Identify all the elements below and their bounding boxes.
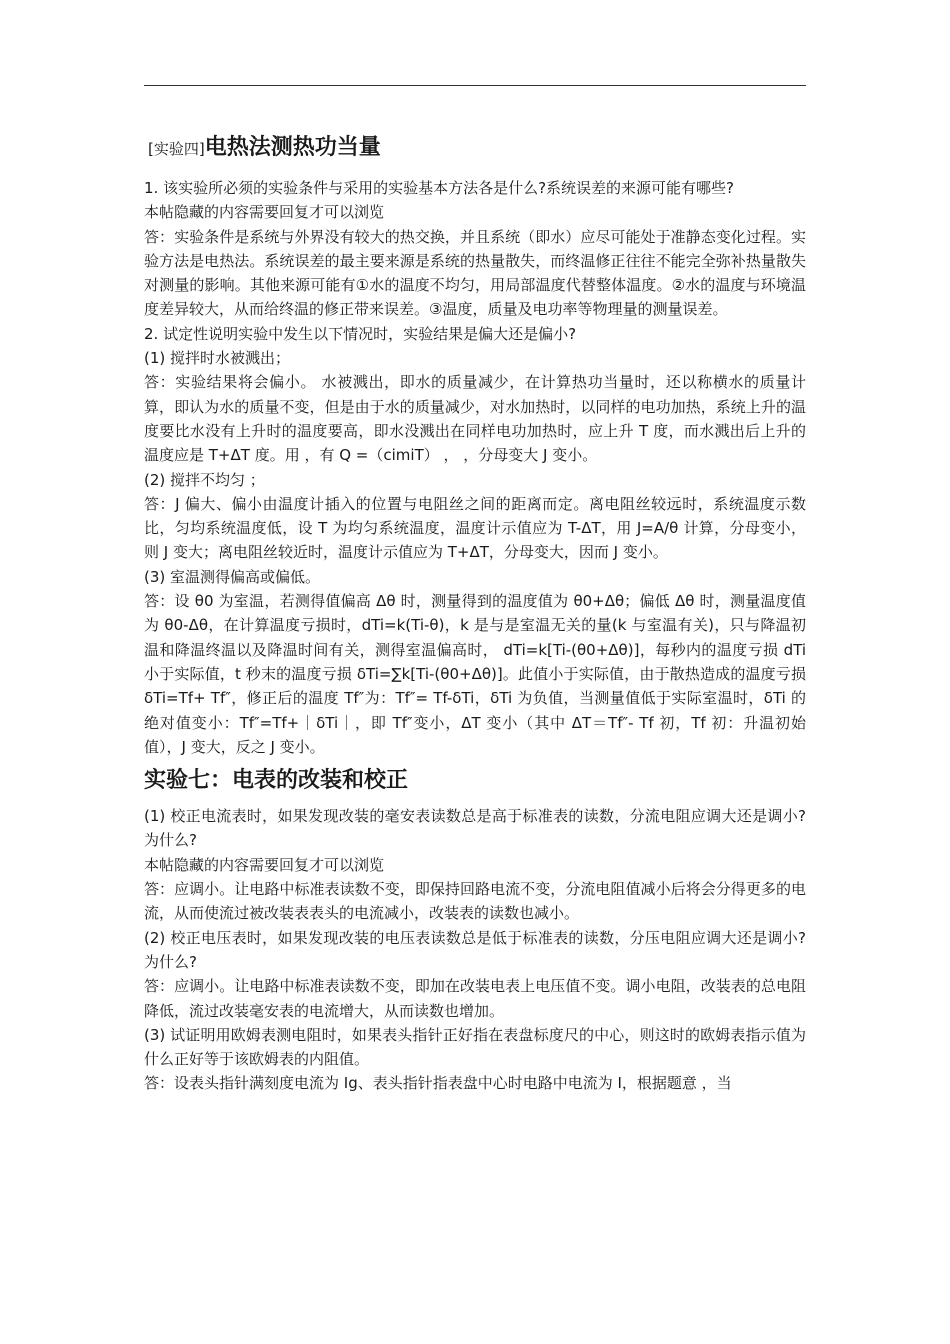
section-4-title: 电热法测热功当量 — [204, 135, 381, 160]
s7-question-1: (1) 校正电流表时，如果发现改装的毫安表读数总是高于标准表的读数，分流电阻应调大还是调小?为什么? — [144, 807, 806, 850]
section-4-heading — [148, 128, 806, 169]
answer-2-3: 答：设 θ0 为室温，若测得值偏高 Δθ 时，测量得到的温度值为 θ0+Δθ；偏低 Δθ 时，测量温度值为 θ0-Δθ，在计算温度亏损时，dTi=k(Ti-θ)，k 是与是室温无关的量(k 与室温有关)，只与降温初温和降温终温以及降温时间有关，测得室温偏高时， dTi=k[Ti-(θ0+Δθ)]，每秒内的温度亏损 dTi 小于实际值，t 秒末的温度亏损 δTi=∑k[Ti-(θ0+Δθ)]。此值小于实际值，由于散热造成的温度亏损 δTi=Tf+ Tf″，修正后的温度 Tf″为：Tf″= Tf-δTi，δTi 为负值，当测量值低于实际室温时，δTi 的绝对值变小：Tf″=Tf+｜δTi｜，即 Tf″变小，ΔT 变小（其中 ΔT＝Tf″- Tf 初，Tf 初：升温初始值），J 变大，反之 J 变小。 — [144, 592, 806, 756]
question-2-2: (2) 搅拌不均匀 ； — [144, 470, 265, 489]
header-rule — [144, 85, 806, 86]
s7-question-2: (2) 校正电压表时，如果发现改装的电压表读数总是低于标准表的读数，分压电阻应调大还是调小?为什么? — [144, 928, 806, 971]
document-body — [144, 128, 806, 1096]
question-1: 1. 该实验所必须的实验条件与采用的实验基本方法各是什么?系统误差的来源可能有哪些? — [144, 179, 735, 197]
section-4-prefix: [实验四] — [148, 140, 205, 158]
answer-1: 答：实验条件是系统与外界没有较大的热交换，并且系统（即水）应尽可能处于准静态变化过程。实验方法是电热法。系统误差的最主要来源是系统的热量散失，而终温修正往往不能完全弥补热量散失对测量的影响。其他来源可能有①水的温度不均匀，用局部温度代替整体温度。②水的温度与环境温度差异较大，从而给终温的修正带来误差。③温度，质量及电功率等物理量的测量误差。 — [144, 227, 806, 319]
s7-answer-2: 答：应调小。让电路中标准表读数不变，即加在改装电表上电压值不变。调小电阻，改装表的总电阻降低，流过改装毫安表的电流增大，从而读数也增加。 — [144, 977, 806, 1020]
section-7-title: 实验七：电表的改装和校正 — [144, 768, 409, 794]
s7-answer-1: 答：应调小。让电路中标准表读数不变，即保持回路电流不变，分流电阻值减小后将会分得更多的电流，从而使流过被改装表表头的电流减小，改装表的读数也减小。 — [144, 880, 806, 923]
s7-question-3: (3) 试证明用欧姆表测电阻时，如果表头指针正好指在表盘标度尺的中心，则这时的欧姆表指示值为什么正好等于该欧姆表的内阻值。 — [144, 1025, 806, 1069]
question-2-1: (1) 搅拌时水被溅出； — [144, 349, 291, 368]
question-2-3: (3) 室温测得偏高或偏低。 — [144, 567, 321, 586]
hidden-content-notice: 本帖隐藏的内容需要回复才可以浏览 — [144, 855, 385, 874]
answer-2-1: 答：实验结果将会偏小。 水被溅出，即水的质量减少，在计算热功当量时，还以称横水的质量计算，即认为水的质量不变，但是由于水的质量减少，对水加热时，以同样的电功加热，系统上升的温度要比水没有上升时的温度要高，即水没溅出在同样电功加热时，应上升 T 度，而水溅出后上升的温度应是 T+ΔT 度。用 ，有 Q =（cimiT） ， ，分母变大 J 变小。 — [144, 373, 806, 465]
answer-2-2: 答：J 偏大、偏小由温度计插入的位置与电阻丝之间的距离而定。离电阻丝较远时，系统温度示数比，匀均系统温度低，设 T 为均匀系统温度，温度计示值应为 T-ΔT，用 J=A/θ 计算，分母变小，则 J 变大；离电阻丝较近时，温度计示值应为 T+ΔT，分母变大，因而 J 变小。 — [144, 494, 806, 562]
s7-answer-3: 答：设表头指针满刻度电流为 Ig、表头指针指表盘中心时电路中电流为 I，根据题意 ，当 — [144, 1074, 732, 1093]
question-2: 2. 试定性说明实验中发生以下情况时，实验结果是偏大还是偏小? — [144, 324, 577, 343]
hidden-content-notice: 本帖隐藏的内容需要回复才可以浏览 — [144, 203, 385, 222]
